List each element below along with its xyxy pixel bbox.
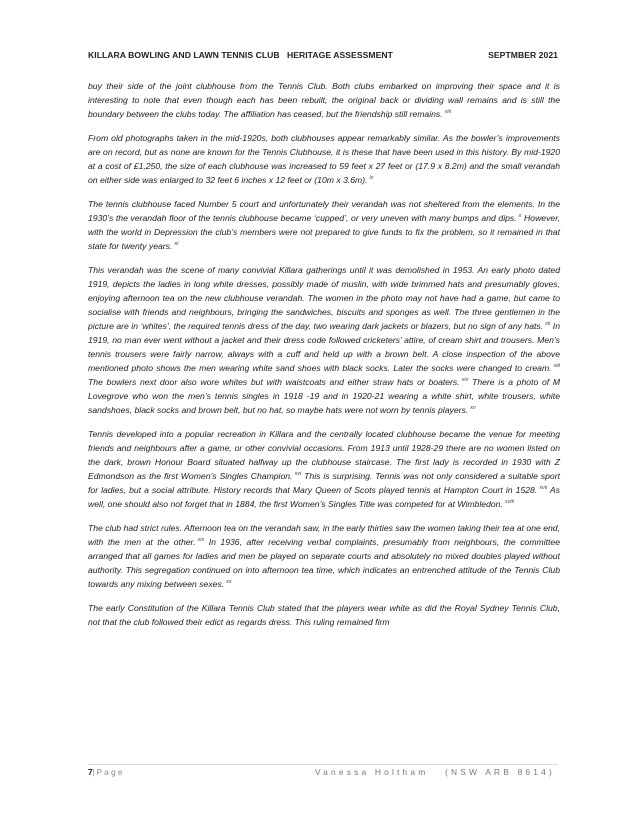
footnote-marker: xvi <box>294 471 302 478</box>
footnote-marker: xviii <box>504 499 515 506</box>
paragraph-text: Tennis developed into a popular recreation in Killara and the centrally located clubhouse became the venue for meeting friends and neighbours after a game, or other convivial occasions. From 1913 until 1928-29 there are no women listed on the dark, brown Honour Board situated halfway up the clubhouse staircase. The first lady is recorded in 1930 with Z Edmondson as the first Women’s Singles Champion. <box>88 429 560 481</box>
header-title: KILLARA BOWLING AND LAWN TENNIS CLUB HERITAGE ASSESSMENT <box>88 50 393 60</box>
paragraph-text: The early Constitution of the Killara Tennis Club stated that the players wear white as did the Royal Sydney Tennis Club, not that the club followed their edict as regards dress. This ruling remained firm <box>88 603 560 627</box>
author-credit: Vanessa Holtham (NSW ARB 8614) <box>314 767 555 777</box>
footnote-marker: viii <box>444 109 452 116</box>
paragraph-text: There is a photo of M Lovegrove who won the men’s tennis singles in 1918 -19 and in 1920-21 wearing a white shirt, white trousers, white sandshoes, black socks and brown belt, but no hat, so maybe hats were not worn by tennis players. <box>88 377 561 415</box>
page-footer <box>88 764 558 777</box>
footnote-marker: xiv <box>461 377 469 384</box>
paragraph-text: The tennis clubhouse faced Number 5 court and unfortunately their verandah was not sheltered from the elements. In the 1930’s the verandah floor of the tennis clubhouse became ‘cupped’, or very uneven with many bumps and dips. <box>88 199 560 223</box>
footnote-marker: x <box>518 213 522 220</box>
footnote-marker: xiii <box>553 363 560 370</box>
paragraph-text: The bowlers next door also wore whites but with waistcoats and either straw hats or boaters. <box>88 377 460 387</box>
paragraph <box>88 601 560 629</box>
paragraph-text: In 1936, after receiving verbal complaints, presumably from neighbours, the committee arranged that all games for ladies and men be played on separate courts and absolutely no mixed doubles played without authority. This segregation continued on into afternoon tea time, which indicates an entrenched attitude of the Tennis Club towards any mixing between sexes. <box>88 537 561 589</box>
paragraph <box>88 427 560 511</box>
footnote-marker: xi <box>174 241 179 248</box>
paragraph-text: However, with the world in Depression the club’s members were not prepared to give funds to fix the problem, so it remained in that state for twenty years. <box>88 213 560 251</box>
footnote-marker: xvii <box>539 485 548 492</box>
footnote-marker: ix <box>369 175 374 182</box>
paragraph-text: This is surprising. Tennis was not only considered a suitable sport for ladies, but a social attribute. History records that Mary Queen of Scots played tennis at Hampton Court in 1528. <box>88 471 560 495</box>
page-label <box>88 767 125 777</box>
page-number: 7 <box>88 767 93 777</box>
body-text <box>88 79 560 639</box>
paragraph <box>88 197 560 253</box>
paragraph-text: From old photographs taken in the mid-1920s, both clubhouses appear remarkably similar. As the bowler’s improvements are on record, but as none are known for the Tennis Clubhouse, it is these that have been used in this history. By mid-1920 at a cost of £1,250, the size of each clubhouse was increased to 59 feet x 27 feet or (17.9 x 8.2m) and the small verandah on either side was enlarged to 32 feet 6 inches x 12 feet or (10m x 3.6m). <box>88 133 560 185</box>
footnote-marker: xii <box>545 321 551 328</box>
footnote-marker: xx <box>226 579 232 586</box>
paragraph-text: In 1919, no man ever went without a jacket and their dress code followed cricketers’ attire, of cream shirt and trousers. Men’s tennis trousers were fairly narrow, always with a cuff and held up with a brown belt. A close inspection of the above mentioned photo shows the men wearing white sand shoes with black socks. Later the socks were changed to cream. <box>88 321 560 373</box>
paragraph <box>88 131 560 187</box>
paragraph <box>88 521 560 591</box>
footnote-marker: xv <box>470 405 476 412</box>
footnote-marker: xix <box>197 537 205 544</box>
page-word: Page <box>96 767 125 777</box>
paragraph-text: As well, one should also not forget that in 1884, the first Women’s Singles Title was competed for at Wimbledon. <box>88 485 560 509</box>
paragraph-text: The club had strict rules. Afternoon tea on the verandah saw, in the early thirties saw the women taking their tea at one end, with the men at the other. <box>88 523 560 547</box>
header-date: SEPTMBER 2021 <box>488 50 558 60</box>
paragraph <box>88 263 560 417</box>
paragraph <box>88 79 560 121</box>
page-header <box>88 50 558 60</box>
page-separator: | <box>92 767 97 777</box>
paragraph-text: buy their side of the joint clubhouse from the Tennis Club. Both clubs embarked on improving their space and it is interesting to note that even though each has been rebuilt, the original back or dividing wall remains and is still the boundary between the clubs today. The affiliation has ceased, but the friendship still remains. <box>88 81 560 119</box>
paragraph-text: This verandah was the scene of many convivial Killara gatherings until it was demolished in 1953. An early photo dated 1919, depicts the ladies in long white dresses, possibly made of muslin, with wide brimmed hats and presumably gloves, enjoying afternoon tea on the new clubhouse verandah. The women in the photo may not have had a game, but came to socialise with friends and neighbours, bringing the sandwiches, biscuits and sponges as well. The three gentlemen in the picture are in ‘whites’, the required tennis dress of the day, two wearing dark jackets or blazers, but no sign of any hats. <box>88 265 560 331</box>
